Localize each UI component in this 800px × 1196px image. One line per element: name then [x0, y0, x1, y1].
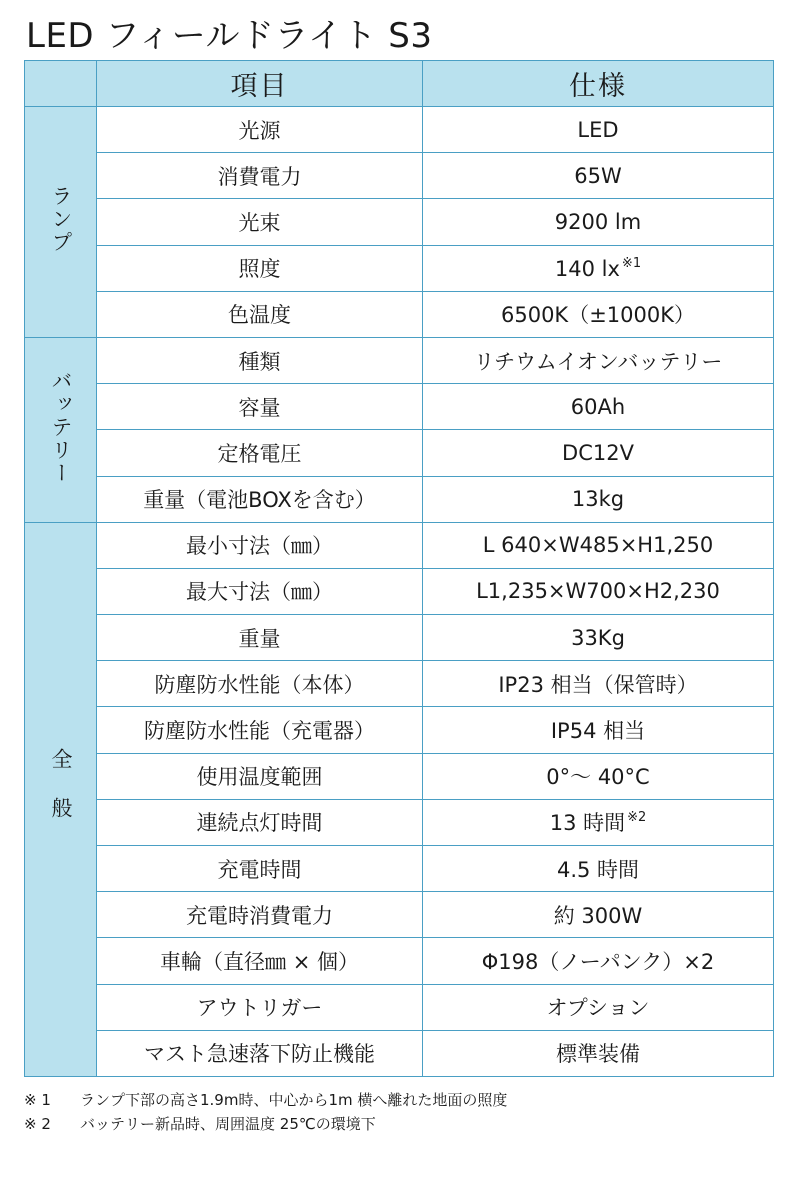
item-cell: 充電時消費電力 — [97, 892, 423, 938]
item-cell: 防塵防水性能（本体） — [97, 661, 423, 707]
table-row — [25, 153, 774, 199]
table-row — [25, 753, 774, 799]
value-text: オプション — [546, 996, 650, 1021]
group-label: ランプ — [49, 184, 73, 254]
value-cell — [423, 199, 774, 245]
value-cell — [423, 245, 774, 291]
item-cell: 使用温度範囲 — [97, 753, 423, 799]
footnote-text: バッテリー新品時、周囲温度 25℃の環境下 — [80, 1115, 376, 1133]
value-cell — [423, 107, 774, 153]
header-blank-cell — [25, 61, 97, 107]
group-label-cell — [25, 522, 97, 1076]
table-row — [25, 1030, 774, 1076]
table-row — [25, 568, 774, 614]
group-label: 全般 — [49, 747, 73, 846]
item-cell: マスト急速落下防止機能 — [97, 1030, 423, 1076]
value-text: 9200 lm — [554, 209, 642, 234]
value-cell — [423, 846, 774, 892]
value-cell — [423, 568, 774, 614]
group-label-cell — [25, 337, 97, 522]
item-cell: 最小寸法（㎜） — [97, 522, 423, 568]
table-row — [25, 384, 774, 430]
value-cell — [423, 984, 774, 1030]
value-cell — [423, 1030, 774, 1076]
value-text: L1,235×W700×H2,230 — [476, 579, 720, 604]
table-row — [25, 615, 774, 661]
table-header-row — [25, 61, 774, 107]
table-row — [25, 199, 774, 245]
value-cell — [423, 476, 774, 522]
table-row — [25, 245, 774, 291]
table-row — [25, 707, 774, 753]
footnote-ref: ※1 — [621, 255, 642, 271]
value-text: 13kg — [571, 487, 625, 512]
item-cell: 容量 — [97, 384, 423, 430]
value-text: 13 時間 — [549, 811, 626, 836]
table-row — [25, 107, 774, 153]
item-cell: 色温度 — [97, 291, 423, 337]
table-row — [25, 938, 774, 984]
footnote-text: ランプ下部の高さ1.9m時、中心から1m 横へ離れた地面の照度 — [80, 1091, 508, 1109]
value-text: DC12V — [562, 440, 634, 465]
table-row — [25, 799, 774, 845]
value-cell — [423, 153, 774, 199]
item-cell: 連続点灯時間 — [97, 799, 423, 845]
table-row — [25, 337, 774, 383]
value-cell — [423, 938, 774, 984]
value-text: IP54 相当 — [550, 719, 646, 744]
spec-table-body — [25, 107, 774, 1077]
item-cell: 光源 — [97, 107, 423, 153]
value-text: 60Ah — [570, 394, 626, 419]
footnote-1 — [24, 1088, 507, 1112]
item-cell: 防塵防水性能（充電器） — [97, 707, 423, 753]
value-text: 標準装備 — [556, 1042, 640, 1067]
item-cell: 充電時間 — [97, 846, 423, 892]
item-cell: 光束 — [97, 199, 423, 245]
table-row — [25, 892, 774, 938]
value-text: 6500K（±1000K） — [500, 303, 696, 328]
item-cell: 定格電圧 — [97, 430, 423, 476]
table-row — [25, 291, 774, 337]
value-cell — [423, 753, 774, 799]
value-cell — [423, 892, 774, 938]
value-text: 約 300W — [553, 903, 643, 928]
table-row — [25, 430, 774, 476]
value-text: リチウムイオンバッテリー — [473, 349, 723, 374]
footnote-2 — [24, 1112, 507, 1136]
value-text: 140 lx — [554, 256, 620, 281]
value-cell — [423, 799, 774, 845]
value-cell — [423, 615, 774, 661]
table-row — [25, 846, 774, 892]
item-cell: 重量（電池BOXを含む） — [97, 476, 423, 522]
header-item: 項目 — [97, 61, 423, 107]
item-cell: 消費電力 — [97, 153, 423, 199]
header-spec: 仕様 — [423, 61, 774, 107]
table-row — [25, 661, 774, 707]
value-text: Φ198（ノーパンク）×2 — [481, 949, 715, 974]
table-row — [25, 984, 774, 1030]
value-cell — [423, 430, 774, 476]
value-cell — [423, 384, 774, 430]
spec-table — [24, 60, 774, 1077]
table-row — [25, 476, 774, 522]
value-cell — [423, 522, 774, 568]
group-label: バッテリー — [49, 369, 73, 485]
footnotes — [24, 1088, 507, 1136]
value-cell — [423, 291, 774, 337]
item-cell: 最大寸法（㎜） — [97, 568, 423, 614]
value-text: 33Kg — [571, 625, 625, 650]
item-cell: 車輪（直径㎜ × 個） — [97, 938, 423, 984]
value-cell — [423, 337, 774, 383]
value-text: IP23 相当（保管時） — [498, 672, 698, 697]
group-label-cell — [25, 107, 97, 338]
footnote-mark: ※ 2 — [24, 1115, 51, 1133]
footnote-mark: ※ 1 — [24, 1091, 51, 1109]
footnote-ref: ※2 — [627, 810, 647, 826]
item-cell: アウトリガー — [97, 984, 423, 1030]
item-cell: 重量 — [97, 615, 423, 661]
value-text: 4.5 時間 — [556, 857, 640, 882]
item-cell: 照度 — [97, 245, 423, 291]
value-text: L 640×W485×H1,250 — [482, 533, 714, 558]
value-text: LED — [577, 117, 619, 142]
table-row — [25, 522, 774, 568]
value-cell — [423, 707, 774, 753]
page-title: LED フィールドライト S3 — [26, 16, 433, 56]
item-cell: 種類 — [97, 337, 423, 383]
value-cell — [423, 661, 774, 707]
value-text: 65W — [574, 163, 622, 188]
value-text: 0°～ 40°C — [546, 765, 650, 790]
